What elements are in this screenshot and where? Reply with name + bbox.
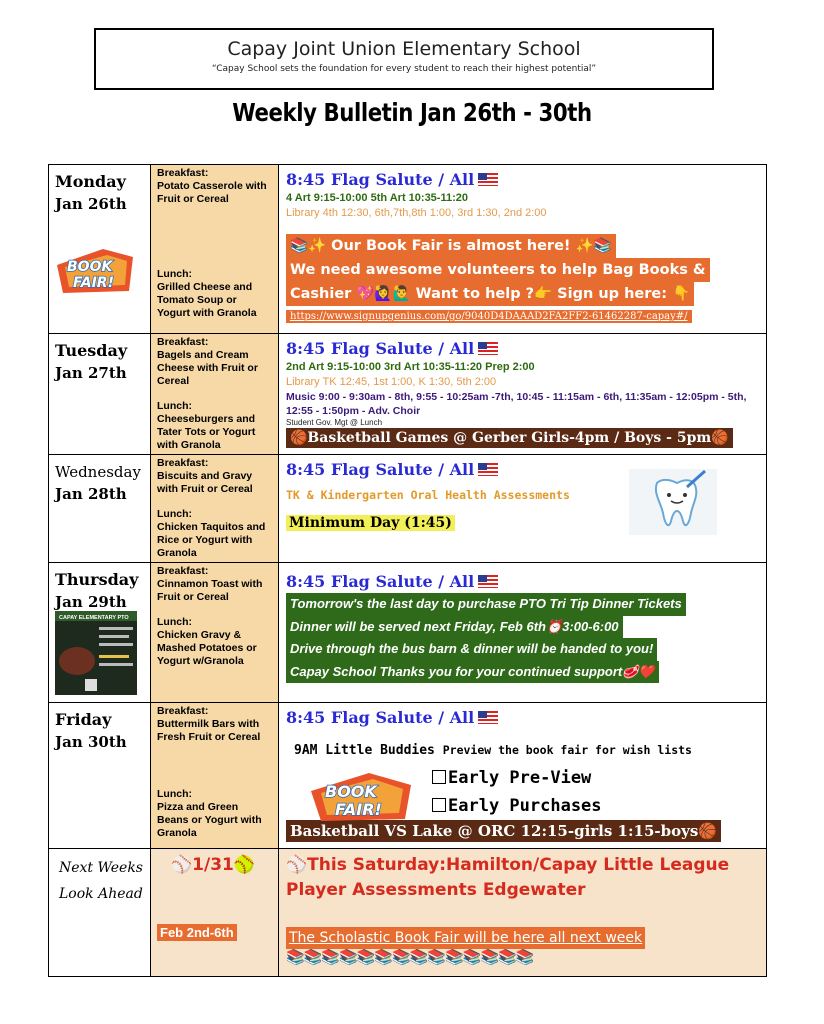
- book-fair-announcement: 📚✨ Our Book Fair is almost here! ✨📚: [286, 234, 616, 258]
- pto-notice-3: Drive through the bus barn & dinner will be handed to you!: [286, 638, 657, 661]
- lunch-menu: Lunch: Grilled Cheese and Tomato Soup or Yogurt with Granola: [157, 268, 257, 319]
- lookahead-events-cell: [279, 849, 767, 977]
- breakfast-menu: Breakfast: Biscuits and Gravy with Fruit or Cereal: [157, 457, 253, 495]
- flag-salute: 8:45 Flag Salute / All: [286, 338, 759, 360]
- signup-link[interactable]: https://www.signupgenius.com/go/9040D4DAAAD2FA2FF2-61462287-capay#/: [286, 310, 692, 323]
- library-schedule: Library TK 12:45, 1st 1:00, K 1:30, 5th 2:00: [286, 376, 497, 388]
- flyer-meat: [59, 647, 95, 675]
- flag-salute: 8:45 Flag Salute / All: [286, 707, 759, 729]
- flyer-line: [99, 635, 129, 638]
- day-row-thursday: [49, 563, 767, 703]
- us-flag-icon: [478, 173, 498, 186]
- us-flag-icon: [478, 711, 498, 724]
- day-name: Friday: [55, 710, 112, 729]
- events-cell: [279, 334, 767, 455]
- events-cell: [279, 563, 767, 703]
- art-schedule: 2nd Art 9:15-10:00 3rd Art 10:35-11:20 Prep 2:00: [286, 361, 535, 373]
- day-cell: [49, 703, 151, 849]
- flag-salute: 8:45 Flag Salute / All: [286, 459, 759, 481]
- basketball-banner: 🏀Basketball Games @ Gerber Girls-4pm / Boys - 5pm🏀: [286, 428, 733, 448]
- lookahead-row: [49, 849, 767, 977]
- checkbox-icon[interactable]: [432, 798, 446, 812]
- day-name: Tuesday: [55, 341, 128, 360]
- day-date: Jan 29th: [55, 593, 127, 611]
- day-name: Thursday: [55, 570, 139, 589]
- lookahead-date-2: Feb 2nd-6th: [157, 924, 237, 941]
- minimum-day-badge: Minimum Day (1:45): [286, 515, 455, 531]
- meal-cell: [151, 165, 279, 334]
- day-row-friday: [49, 703, 767, 849]
- day-name: Monday: [55, 172, 126, 191]
- breakfast-menu: Breakfast: Buttermilk Bars with Fresh Fruit or Cereal: [157, 705, 261, 743]
- day-date: Jan 27th: [55, 364, 127, 382]
- checkbox-icon[interactable]: [432, 770, 446, 784]
- logo-book-text: BOOK: [67, 259, 113, 275]
- pto-notice-4: Capay School Thanks you for your continued support🥩❤️: [286, 661, 659, 684]
- breakfast-menu: Breakfast: Potato Casserole with Fruit or Cereal: [157, 167, 267, 205]
- day-date: Jan 28th: [55, 485, 127, 503]
- lunch-menu: Lunch: Cheeseburgers and Tater Tots or Yogurt with Granola: [157, 400, 256, 451]
- flyer-line: [99, 655, 129, 658]
- school-header: [94, 28, 714, 90]
- books-icon-row: 📚📚📚📚📚📚📚📚📚📚📚📚📚📚: [286, 949, 534, 966]
- logo-fair-text: FAIR!: [73, 275, 114, 291]
- lunch-menu: Lunch: Chicken Taquitos and Rice or Yogurt with Granola: [157, 508, 266, 559]
- book-fair-logo: [55, 247, 135, 297]
- flyer-line: [99, 627, 133, 630]
- us-flag-icon: [478, 463, 498, 476]
- day-row-monday: [49, 165, 767, 334]
- school-name: Capay Joint Union Elementary School: [227, 38, 581, 60]
- little-buddies-notice: 9AM Little Buddies Preview the book fair for wish lists: [294, 743, 692, 758]
- book-fair-signup: Cashier 💖🙋‍♀️🙋‍♂️ Want to help ?👉 Sign up here: 👇: [286, 282, 694, 306]
- flyer-line: [99, 663, 133, 666]
- flag-salute: 8:45 Flag Salute / All: [286, 169, 759, 191]
- day-row-wednesday: [49, 455, 767, 563]
- day-cell: [49, 334, 151, 455]
- saturday-assessments: ⚾This Saturday:Hamilton/Capay Little League Player Assessments Edgewater: [286, 855, 730, 900]
- lookahead-dates-cell: [151, 849, 279, 977]
- flag-salute: 8:45 Flag Salute / All: [286, 571, 759, 593]
- logo-fair-text: FAIR!: [335, 800, 382, 819]
- flyer-title: CAPAY ELEMENTARY PTO: [59, 615, 129, 621]
- day-cell: [49, 165, 151, 334]
- tooth-eye-left: [667, 493, 671, 497]
- schedule-table: [48, 164, 767, 977]
- student-gov-note: Student Gov. Mgt @ Lunch: [286, 418, 383, 427]
- breakfast-menu: Breakfast: Bagels and Cream Cheese with Fruit or Cereal: [157, 336, 258, 387]
- lookahead-title-2: Look Ahead: [59, 886, 143, 902]
- book-fair-logo: [309, 771, 413, 823]
- tooth-icon: [629, 469, 717, 535]
- school-motto: “Capay School sets the foundation for every student to reach their highest potential”: [211, 64, 597, 74]
- logo-book-text: BOOK: [325, 782, 377, 801]
- breakfast-menu: Breakfast: Cinnamon Toast with Fruit or Cereal: [157, 565, 263, 603]
- lookahead-title-cell: [49, 849, 151, 977]
- oral-health-notice: TK & Kindergarten Oral Health Assessments: [286, 488, 570, 502]
- meal-cell: [151, 563, 279, 703]
- scholastic-book-fair: The Scholastic Book Fair will be here all next week: [286, 927, 645, 949]
- book-fair-volunteers: We need awesome volunteers to help Bag Books &: [286, 258, 710, 282]
- us-flag-icon: [478, 342, 498, 355]
- pto-flyer-image: [55, 611, 137, 695]
- lunch-menu: Lunch: Pizza and Green Beans or Yogurt with Granola: [157, 788, 262, 839]
- flyer-line: [99, 643, 133, 646]
- day-name: Wednesday: [55, 463, 141, 481]
- day-date: Jan 26th: [55, 195, 127, 213]
- day-row-tuesday: [49, 334, 767, 455]
- bulletin-title: Weekly Bulletin Jan 26th - 30th: [232, 98, 592, 127]
- flyer-qr: [85, 679, 97, 691]
- early-purchases-option[interactable]: Early Purchases: [432, 792, 759, 820]
- us-flag-icon: [478, 575, 498, 588]
- events-cell: [279, 455, 767, 563]
- music-schedule: Music 9:00 - 9:30am - 8th, 9:55 - 10:25am -7th, 10:45 - 11:15am - 6th, 11:35am - 12:05pm - 5th, 12:55 - 1:50pm - Adv. Choir: [286, 391, 747, 417]
- day-cell: [49, 563, 151, 703]
- lunch-menu: Lunch: Chicken Gravy & Mashed Potatoes or Yogurt w/Granola: [157, 616, 257, 667]
- tooth-eye-right: [683, 493, 687, 497]
- lookahead-title-1: Next Weeks: [59, 860, 143, 876]
- day-date: Jan 30th: [55, 733, 127, 751]
- basketball-banner: Basketball VS Lake @ ORC 12:15-girls 1:15-boys🏀: [286, 820, 721, 842]
- pto-notice-1: Tomorrow's the last day to purchase PTO Tri Tip Dinner Tickets: [286, 593, 686, 616]
- art-schedule: 4 Art 9:15-10:00 5th Art 10:35-11:20: [286, 192, 468, 204]
- lookahead-date-1: ⚾1/31🥎: [171, 855, 256, 875]
- pto-notice-2: Dinner will be served next Friday, Feb 6th⏰3:00-6:00: [286, 616, 623, 639]
- library-schedule: Library 4th 12:30, 6th,7th,8th 1:00, 3rd 1:30, 2nd 2:00: [286, 207, 547, 219]
- early-preview-option[interactable]: Early Pre-View: [432, 764, 759, 792]
- events-cell: [279, 165, 767, 334]
- events-cell: [279, 703, 767, 849]
- meal-cell: [151, 455, 279, 563]
- day-cell: [49, 455, 151, 563]
- meal-cell: [151, 334, 279, 455]
- meal-cell: [151, 703, 279, 849]
